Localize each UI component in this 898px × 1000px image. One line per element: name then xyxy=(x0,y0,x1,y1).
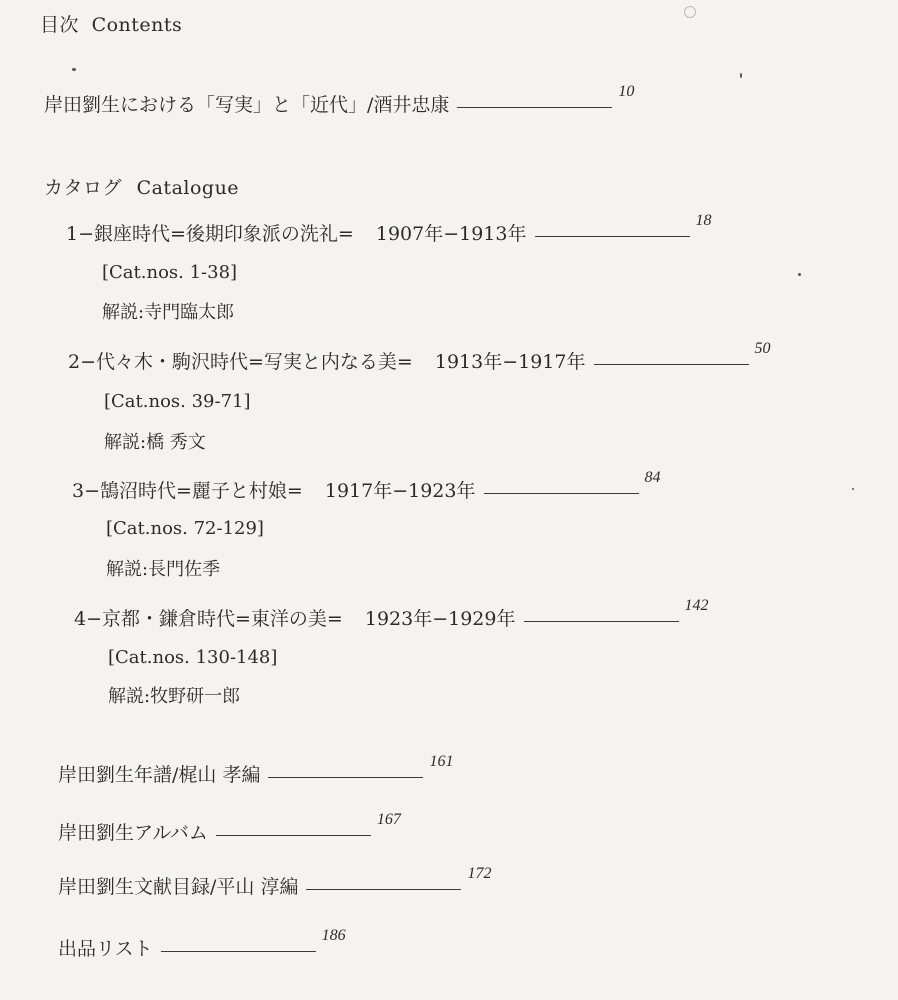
page-number: 142 xyxy=(684,597,709,614)
page-number: 186 xyxy=(321,927,346,944)
section-title: 3−鵠沼時代=麗子と村娘= xyxy=(72,480,303,502)
page-number: 161 xyxy=(429,753,454,770)
section-years: 1917年−1923年 xyxy=(324,480,476,502)
leader-line xyxy=(457,107,612,108)
section-cat-nos: [Cat.nos. 130-148] xyxy=(108,647,278,668)
leader-line xyxy=(535,236,690,237)
scan-ring xyxy=(684,6,696,18)
page-number: 18 xyxy=(695,212,712,229)
page-number: 10 xyxy=(618,83,635,100)
leader-line xyxy=(306,889,461,890)
section-years: 1907年−1913年 xyxy=(375,223,527,245)
section-title: 2−代々木・駒沢時代=写実と内なる美= xyxy=(68,351,413,373)
section-cat-nos: [Cat.nos. 72-129] xyxy=(106,518,264,539)
appendix-bibliography[interactable] xyxy=(58,865,492,899)
section-commentary: 解説:長門佐季 xyxy=(106,559,221,580)
essay-entry[interactable] xyxy=(44,83,635,117)
appendix-title: 岸田劉生アルバム xyxy=(58,822,208,844)
leader-line xyxy=(161,951,316,952)
page-number: 172 xyxy=(467,865,492,882)
page-title xyxy=(40,10,182,37)
appendix-album[interactable] xyxy=(58,811,401,845)
catalogue-heading-ja: カタログ xyxy=(44,177,123,199)
section-years: 1913年−1917年 xyxy=(434,351,586,373)
section-commentary: 解説:寺門臨太郎 xyxy=(102,302,235,323)
appendix-chronology[interactable] xyxy=(58,753,454,787)
appendix-list-of-works[interactable] xyxy=(58,927,346,961)
section-years: 1923年−1929年 xyxy=(364,608,516,630)
catalogue-section-4[interactable] xyxy=(74,597,709,631)
page-title-en: Contents xyxy=(91,14,183,36)
page-title-ja: 目次 xyxy=(40,14,80,36)
scan-speck xyxy=(798,273,801,276)
catalogue-heading-en: Catalogue xyxy=(136,177,240,199)
leader-line xyxy=(524,621,679,622)
page-number: 84 xyxy=(644,469,661,486)
appendix-title: 出品リスト xyxy=(58,938,153,960)
leader-line xyxy=(594,364,749,365)
appendix-title: 岸田劉生年譜/梶山 孝編 xyxy=(58,764,261,786)
section-commentary: 解説:牧野研一郎 xyxy=(108,686,241,707)
scan-speck xyxy=(740,73,742,78)
scan-speck xyxy=(72,68,76,71)
section-commentary: 解説:橋 秀文 xyxy=(104,432,206,453)
catalogue-section-1[interactable] xyxy=(66,212,712,246)
essay-title: 岸田劉生における「写実」と「近代」/酒井忠康 xyxy=(44,94,450,116)
leader-line xyxy=(216,835,371,836)
scan-speck xyxy=(852,488,854,490)
page-number: 167 xyxy=(376,811,401,828)
section-title: 4−京都・鎌倉時代=東洋の美= xyxy=(74,608,343,630)
leader-line xyxy=(484,493,639,494)
section-cat-nos: [Cat.nos. 1-38] xyxy=(102,262,238,283)
section-cat-nos: [Cat.nos. 39-71] xyxy=(104,391,251,412)
leader-line xyxy=(268,777,423,778)
page-number: 50 xyxy=(754,340,771,357)
catalogue-section-2[interactable] xyxy=(68,340,771,374)
section-title: 1−銀座時代=後期印象派の洗礼= xyxy=(66,223,354,245)
catalogue-section-3[interactable] xyxy=(72,469,661,503)
catalogue-heading xyxy=(44,173,239,200)
appendix-title: 岸田劉生文献目録/平山 淳編 xyxy=(58,876,299,898)
